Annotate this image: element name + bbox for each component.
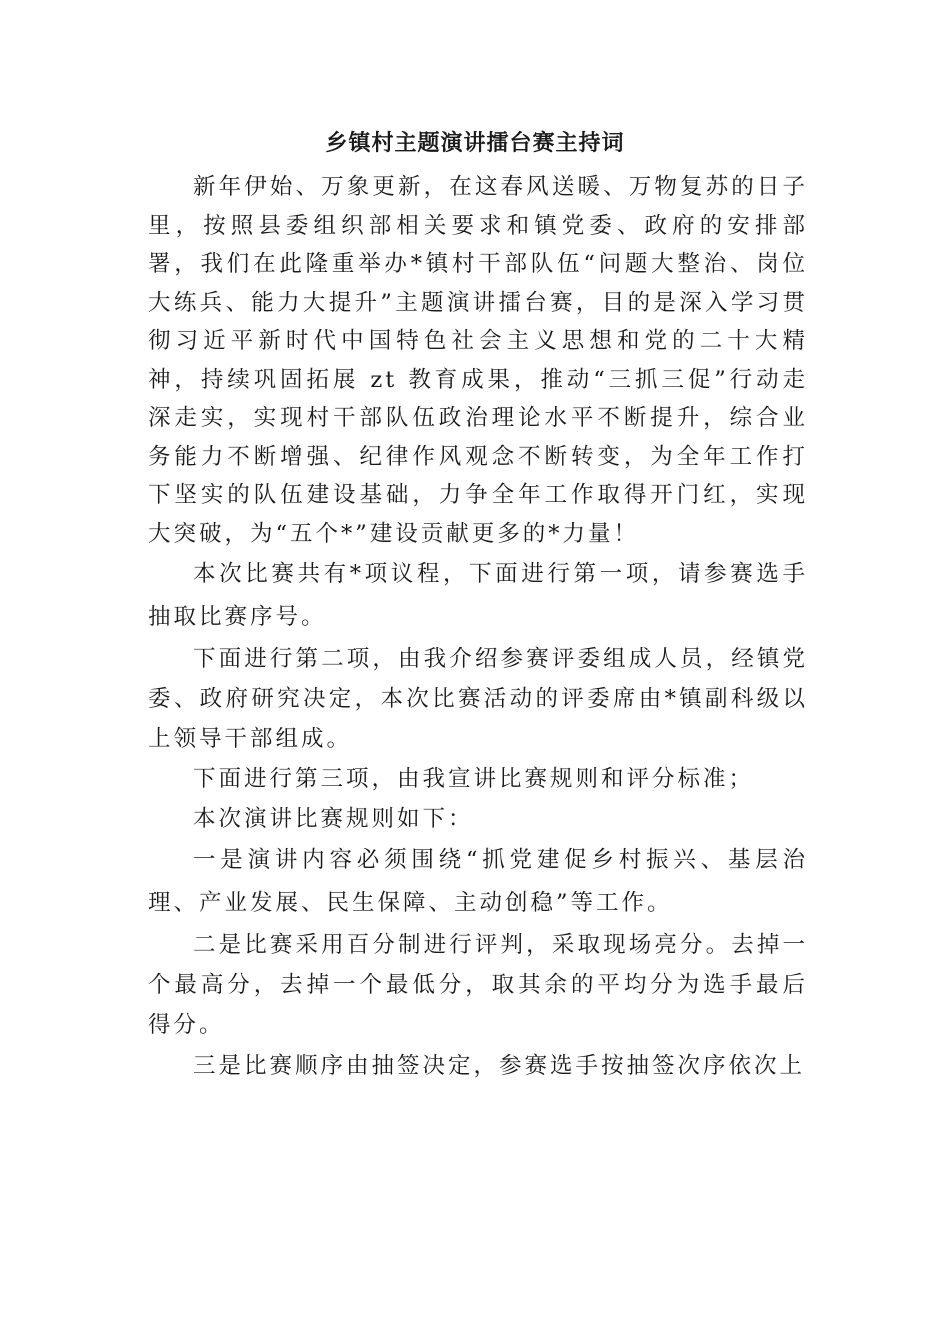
paragraph-agenda-item-3: 下面进行第三项，由我宣讲比赛规则和评分标准； [193,766,755,792]
paragraph-rules-intro: 本次演讲比赛规则如下： [193,806,474,832]
paragraph-agenda-item-1: 本次比赛共有*项议程，下面进行第一项，请参赛选手抽取比赛序号。 [148,561,808,630]
paragraph-agenda-item-2: 下面进行第二项，由我介绍参赛评委组成人员，经镇党委、政府研究决定，本次比赛活动的评委席由*镇副科级以上领导干部组成。 [148,646,808,752]
document-body [148,168,808,1088]
document-title: 乡镇村主题演讲擂台赛主持词 [325,130,625,156]
paragraph-opening: 新年伊始、万象更新，在这春风送暖、万物复苏的日子里，按照县委组织部相关要求和镇党委、政府的安排部署，我们在此隆重举办*镇村干部队伍“问题大整治、岗位大练兵、能力大提升”主题演讲擂台赛，目的是深入学习贯彻习近平新时代中国特色社会主义思想和党的二十大精神，持续巩固拓展 zt 教育成果，推动“三抓三促”行动走深走实，实现村干部队伍政治理论水平不断提升，综合业务能力不断增强、纪律作风观念不断转变，为全年工作打下坚实的队伍建设基础，力争全年工作取得开门红，实现大突破，为“五个*”建设贡献更多的*力量！ [148,174,808,547]
paragraph-rule-3: 三是比赛顺序由抽签决定，参赛选手按抽签次序依次上 [193,1053,806,1079]
paragraph-rule-2: 二是比赛采用百分制进行评判，采取现场亮分。去掉一个最高分，去掉一个最低分，取其余的平均分为选手最后得分。 [148,932,808,1038]
paragraph-rule-1: 一是演讲内容必须围绕“抓党建促乡村振兴、基层治理、产业发展、民生保障、主动创稳”等工作。 [148,847,808,916]
